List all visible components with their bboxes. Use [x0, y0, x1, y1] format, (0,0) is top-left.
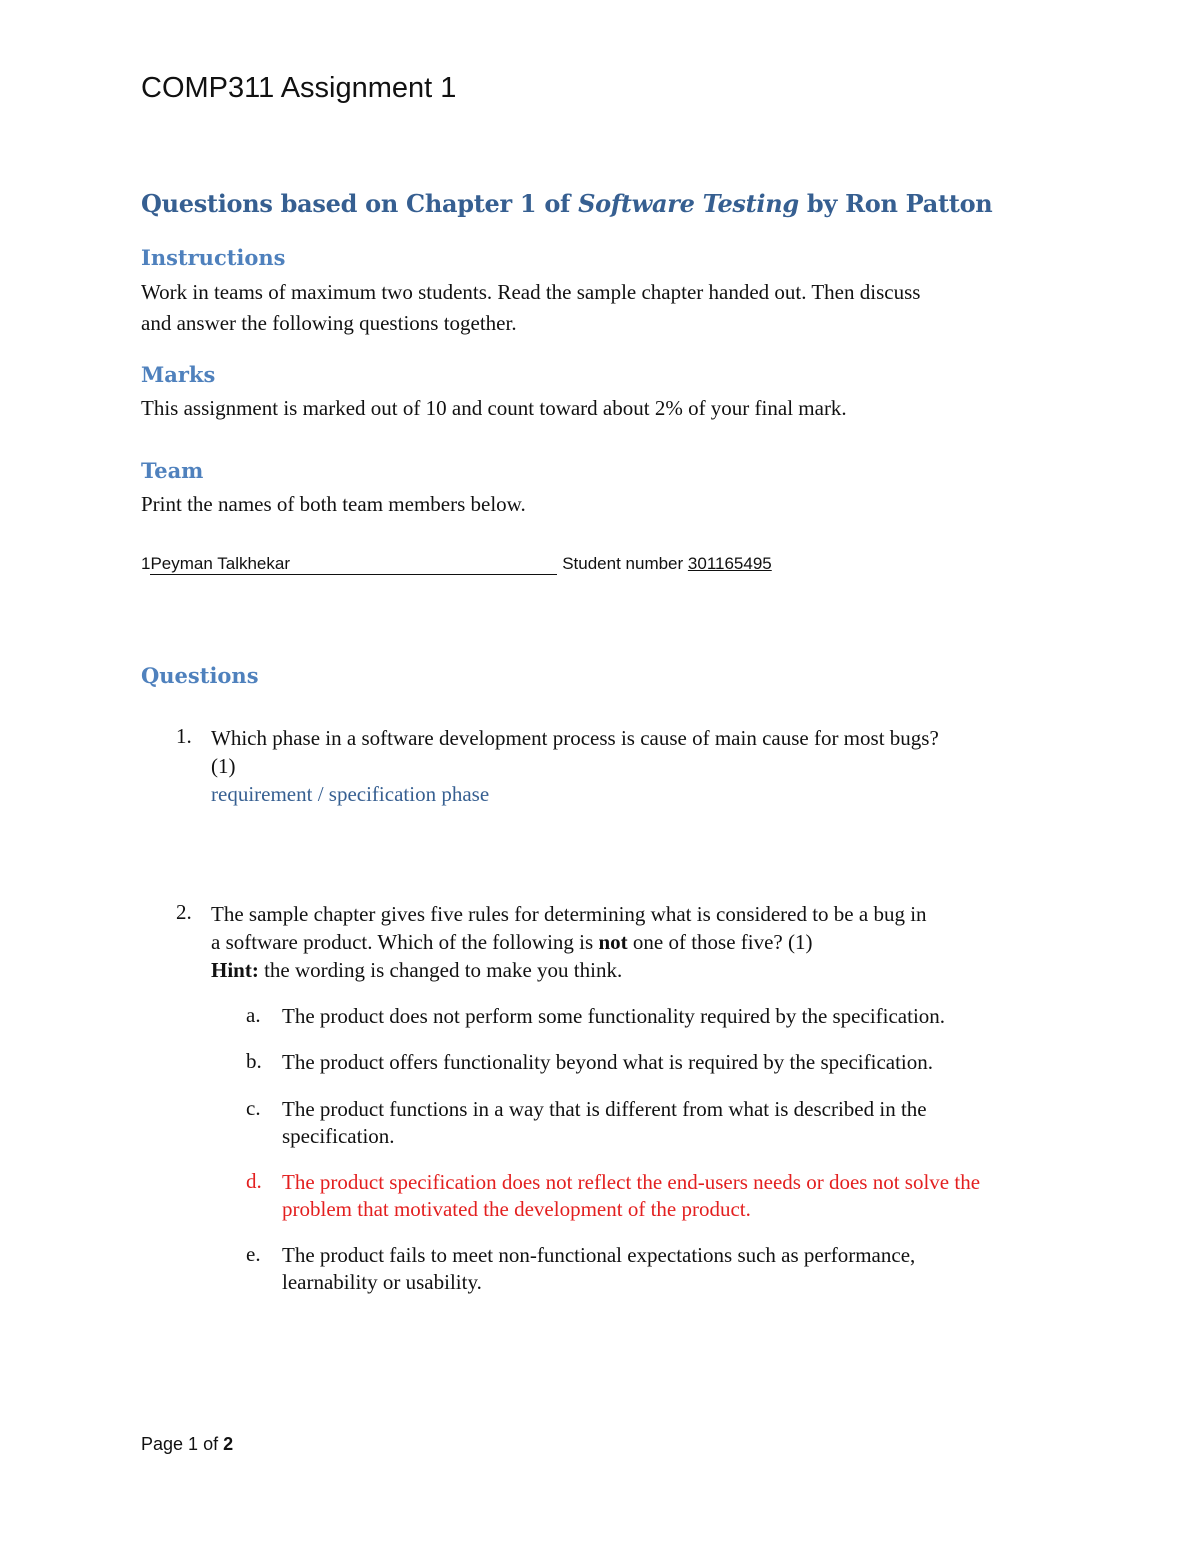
- option-b-text: The product offers functionality beyond what is required by the specification.: [282, 1050, 933, 1074]
- member-name-field[interactable]: Peyman Talkhekar: [150, 554, 557, 575]
- question-1-line-1: Which phase in a software development process is cause of main cause for most bugs?: [211, 726, 939, 750]
- question-2-number: 2.: [176, 900, 192, 924]
- heading-suffix: by Ron Patton: [798, 189, 993, 218]
- option-c-letter: c.: [246, 1096, 261, 1120]
- option-a-text: The product does not perform some functionality required by the specification.: [282, 1004, 946, 1028]
- option-e-letter: e.: [246, 1242, 261, 1266]
- team-heading: Team: [141, 458, 204, 483]
- marks-text: This assignment is marked out of 10 and count toward about 2% of your final mark.: [141, 396, 847, 420]
- team-instructions: Print the names of both team members below.: [141, 492, 526, 516]
- question-1-number: 1.: [176, 724, 192, 748]
- question-1-line-2: (1): [211, 754, 236, 778]
- question-2-text: [211, 900, 1051, 984]
- document-header-title: COMP311 Assignment 1: [141, 72, 457, 104]
- member-index: 1: [141, 554, 151, 573]
- current-page: 1: [188, 1434, 199, 1454]
- question-2-line-2: a software product. Which of the following is not one of those five? (1): [211, 930, 813, 954]
- option-a-letter: a.: [246, 1003, 261, 1027]
- option-c-text: The product functions in a way that is different from what is described in the specification.: [282, 1097, 927, 1148]
- student-number-field[interactable]: 301165495: [687, 554, 772, 573]
- question-2-hint: Hint: the wording is changed to make you think.: [211, 958, 623, 982]
- option-b-letter: b.: [246, 1049, 262, 1073]
- student-number-label: Student number: [562, 554, 684, 573]
- question-1-text: [211, 724, 1051, 808]
- emphasis-not: not: [598, 930, 628, 954]
- option-e-text: The product fails to meet non-functional expectations such as performance, learnability or usability.: [282, 1243, 916, 1294]
- total-pages: 2: [223, 1434, 234, 1454]
- heading-book-title: Software Testing: [578, 189, 799, 218]
- instructions-line-2: and answer the following questions together.: [141, 311, 517, 335]
- instructions-line-1: Work in teams of maximum two students. Read the sample chapter handed out. Then discuss: [141, 280, 921, 304]
- option-d-text-highlighted-answer: The product specification does not reflect the end-users needs or does not solve the problem that motivated the development of the product.: [282, 1170, 981, 1221]
- instructions-heading: Instructions: [141, 245, 286, 270]
- team-member-line: [141, 554, 772, 575]
- page-label: Page: [141, 1434, 189, 1454]
- question-2-line-1: The sample chapter gives five rules for determining what is considered to be a bug in: [211, 902, 927, 926]
- questions-heading: Questions: [141, 663, 259, 688]
- marks-heading: Marks: [141, 362, 216, 387]
- instructions-text: [141, 277, 920, 339]
- page-footer: [141, 1434, 233, 1455]
- question-1-answer: requirement / specification phase: [211, 782, 490, 806]
- option-d-letter: d.: [246, 1169, 262, 1193]
- main-heading: [141, 189, 992, 218]
- heading-prefix: Questions based on Chapter 1 of: [141, 189, 579, 218]
- hint-label: Hint:: [211, 958, 259, 982]
- of-label: of: [198, 1434, 224, 1454]
